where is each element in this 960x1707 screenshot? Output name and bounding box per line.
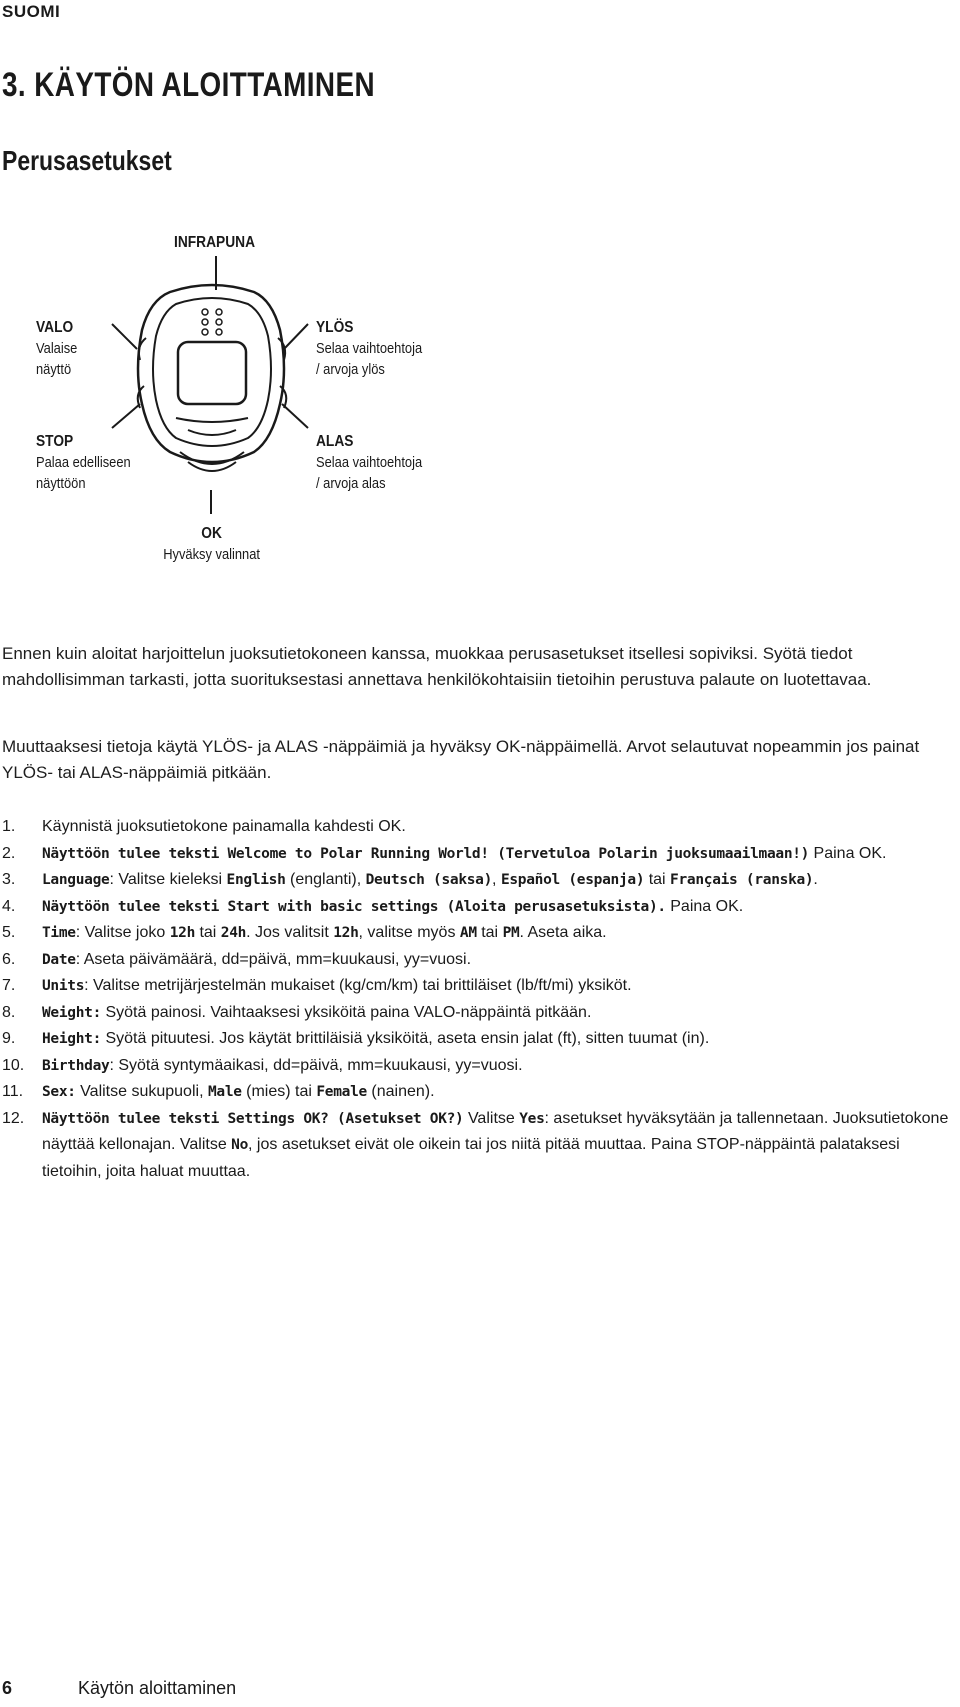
footer-title: Käytön aloittaminen (78, 1678, 237, 1698)
stop-leader (112, 404, 140, 428)
list-item: 7. Units: Valitse metrijärjestelmän mukaiset (kg/cm/km) tai brittiläiset (lb/ft/mi) yksiköt. (2, 977, 632, 994)
infrared-dots (202, 309, 222, 335)
watch-display (178, 342, 246, 404)
section-title: Perusasetukset (2, 145, 172, 176)
list-item: 10. Birthday: Syötä syntymäaikasi, dd=päivä, mm=kuukausi, yy=vuosi. (2, 1056, 523, 1074)
page-footer (2, 1678, 236, 1699)
ok-button-label: OK Hyväksy valinnat (163, 525, 260, 563)
ok-button-shape (188, 430, 236, 435)
up-button-label: YLÖS Selaa vaihtoehtoja / arvoja ylös (316, 319, 423, 378)
list-item: 5. Time: Valitse joko 12h tai 24h. Jos valitsit 12h, valitse myös AM tai PM. Aseta aika. (2, 924, 607, 941)
list-item: 8. Weight: Syötä painosi. Vaihtaaksesi yksiköitä paina VALO-näppäintä pitkään. (2, 1003, 592, 1021)
intro-paragraph: Ennen kuin aloitat harjoittelun juoksutietokoneen kanssa, muokkaa perusasetukset itsellesi sopiviksi. Syötä tiedot mahdollisimman tarkasti, jotta suorituksestasi annettava henkilökohtaisiin tietoihin perustuva palaute on luotettavaa. (2, 644, 872, 689)
watch-illustration (0, 0, 960, 560)
list-item: 11. Sex: Valitse sukupuoli, Male (mies) tai Female (nainen). (2, 1083, 435, 1100)
buttons-paragraph: Muuttaaksesi tietoja käytä YLÖS- ja ALAS -näppäimiä ja hyväksy OK-näppäimellä. Arvot selautuvat nopeammin jos painat YLÖS- tai ALAS-näppäimiä pitkään. (2, 737, 920, 782)
up-leader (284, 324, 308, 349)
list-item: 3. Language: Valitse kieleksi English (englanti), Deutsch (saksa), Español (espanja) tai Français (ranska). (2, 871, 818, 888)
down-button-label: ALAS Selaa vaihtoehtoja / arvoja alas (316, 433, 423, 492)
list-item: 2. Näyttöön tulee teksti Welcome to Polar Running World! (Tervetuloa Polarin juoksumaailmaan!) Paina OK. (2, 844, 887, 862)
list-item: 9. Height: Syötä pituutesi. Jos käytät brittiläisiä yksiköitä, aseta ensin jalat (ft), sitten tuumat (in). (2, 1030, 710, 1047)
list-item: 6. Date: Aseta päivämäärä, dd=päivä, mm=kuukausi, yy=vuosi. (2, 950, 472, 968)
settings-steps-list (2, 814, 952, 1185)
up-button-shape (278, 338, 285, 360)
list-item: 4. Näyttöön tulee teksti Start with basic settings (Aloita perusasetuksista). Paina OK. (2, 897, 744, 915)
down-leader (282, 404, 308, 428)
stop-button-label: STOP Palaa edelliseen näyttöön (36, 433, 131, 492)
page-number: 6 (2, 1678, 13, 1698)
light-button-label: VALO Valaise näyttö (36, 319, 78, 378)
light-leader (112, 324, 137, 349)
list-item: 1. Käynnistä juoksutietokone painamalla kahdesti OK. (2, 818, 406, 835)
language-label: SUOMI (2, 2, 61, 21)
watch-bezel (153, 298, 271, 446)
infrared-label: INFRAPUNA (174, 234, 256, 251)
chapter-title: 3. KÄYTÖN ALOITTAMINEN (2, 66, 376, 104)
list-item: 12. Näyttöön tulee teksti Settings OK? (Asetukset OK?) Valitse Yes: asetukset hyväksytään ja tallennetaan. Juoksutietokone näyttää kellonajan. Valitse No, jos asetukset eivät ole oikein tai jos niitä pitää muuttaa. Paina STOP-näppäintä palataksesi tietoihin, joita haluat muuttaa. (2, 1109, 949, 1180)
